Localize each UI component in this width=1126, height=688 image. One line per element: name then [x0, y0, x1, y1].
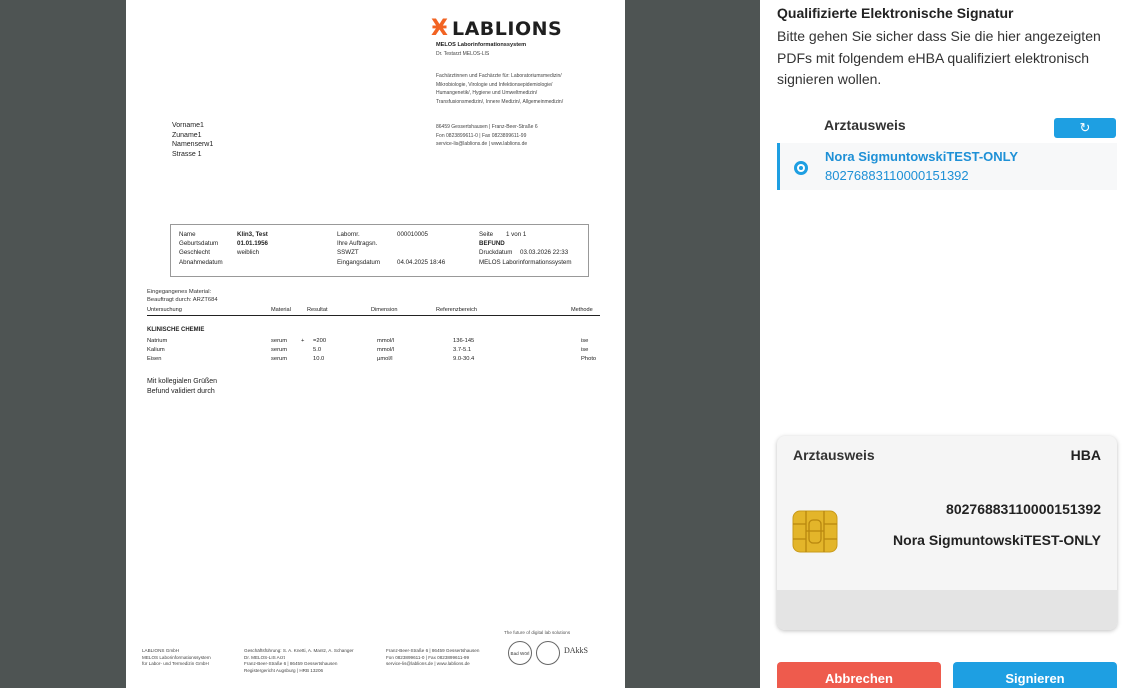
- lab-doctor: Dr. Testarzt MELOS-LIS: [436, 51, 490, 57]
- info-labels-2: [337, 230, 380, 267]
- test-name: Natrium: [147, 338, 168, 344]
- dakks-logo: DAkkS: [564, 646, 589, 655]
- info-label: Abnahmedatum: [179, 258, 223, 266]
- card-list-header: Arztausweis: [824, 117, 906, 133]
- info-label: Geschlecht: [179, 249, 210, 257]
- sex: weiblich: [237, 249, 260, 257]
- info-values-2: [397, 230, 445, 267]
- lab-logo: [431, 16, 562, 41]
- column-header: Untersuchung: [147, 307, 182, 313]
- reference-range: 136-145: [453, 338, 475, 344]
- reference-range: 9.0-30.4: [453, 356, 475, 362]
- test-name: Kalium: [147, 347, 165, 353]
- specialty-line: Fachärztinnen und Fachärzte für: Laboratoriumsmedizin/: [436, 73, 562, 79]
- footer-col: [142, 648, 211, 668]
- card-holder-name: Nora SigmuntowskiTEST-ONLY: [893, 532, 1101, 548]
- footer-line: für Labor- und Termedizin GmbH: [142, 661, 209, 667]
- received-date: 04.04.2025 18:46: [397, 258, 446, 266]
- footer-line: Dr. MELOS-LIS Arzt: [244, 654, 285, 660]
- order-number: [397, 239, 445, 248]
- card-number: 80276883110000151392: [946, 501, 1101, 517]
- card-holder-name: Nora SigmuntowskiTEST-ONLY: [825, 149, 1019, 164]
- seal-icon: [536, 641, 560, 665]
- patient-info-box: [170, 224, 589, 277]
- table-row: [147, 338, 600, 347]
- result-flag: +: [301, 338, 305, 344]
- address-line: Namenserw1: [172, 141, 214, 149]
- material: serum: [271, 338, 288, 344]
- print-date: 03.03.2026 22:33: [520, 249, 569, 257]
- material-label: Eingegangenes Material:: [147, 289, 212, 295]
- lab-address: [436, 123, 538, 149]
- method: ise: [581, 338, 589, 344]
- card-label: Arztausweis: [793, 447, 875, 463]
- column-header: Resultat: [307, 307, 328, 313]
- ordered-by: Beauftragt durch: ARZT684: [147, 297, 218, 303]
- patient-name: Klin3, Test: [237, 231, 268, 238]
- material: serum: [271, 347, 288, 353]
- footer-col: [244, 648, 354, 674]
- card-option[interactable]: [777, 143, 1117, 190]
- pdf-page: [126, 0, 625, 688]
- refresh-button[interactable]: [1054, 118, 1116, 138]
- info-label: Ihre Auftragsn.: [337, 240, 378, 248]
- info-label: Eingangsdatum: [337, 258, 380, 266]
- material: serum: [271, 356, 288, 362]
- info-label: Labornr.: [337, 231, 360, 238]
- info-label: Name: [179, 231, 196, 238]
- system-name: MELOS Laborinformationssystem: [479, 258, 572, 266]
- info-labels-1: [179, 230, 223, 267]
- info-label: Druckdatum: [479, 249, 513, 257]
- address-line: 86459 Gessertshausen | Franz-Beer-Straße 6: [436, 124, 538, 130]
- result: 5.0: [313, 347, 322, 353]
- lablions-logo-icon: Ӿ: [431, 16, 448, 41]
- specialty-line: Humangenetik/, Hygiene und Umweltmedizin/: [436, 90, 538, 97]
- address-line: service-lis@lablions.de | www.lablions.de: [436, 141, 528, 148]
- table-row: [147, 356, 600, 365]
- lab-number: 000010005: [397, 231, 428, 238]
- method: Photo: [581, 356, 597, 362]
- info-values-3: [506, 230, 568, 258]
- footer-line: Franz-Beer-Straße 6 | 86459 Gessertshausen: [386, 648, 480, 653]
- unit: mmol/l: [377, 347, 395, 353]
- table-row: [147, 347, 600, 356]
- closing: [147, 377, 217, 396]
- chip-icon: [792, 510, 838, 553]
- card-number: 80276883110000151392: [825, 168, 969, 183]
- footer-line: Fon 0823899611-0 | Fax 0823899611-99: [386, 654, 470, 660]
- address-line: Zuname1: [172, 131, 202, 139]
- validated-by: Befund validiert durch: [147, 387, 215, 395]
- card-footer-strip: [777, 590, 1117, 630]
- footer-line: Registergericht Augsburg | HRB 13206: [244, 667, 324, 673]
- radio-selected-icon[interactable]: [794, 161, 808, 175]
- unit: mmol/l: [377, 338, 395, 344]
- footer-line: service-lis@lablions.de | www.lablions.de: [386, 661, 470, 667]
- sign-button[interactable]: Signieren: [953, 662, 1117, 688]
- column-header: Methode: [571, 307, 593, 313]
- address-line: Fon 0823899611-0 | Fax 0823899611-99: [436, 132, 527, 139]
- footer-col: [386, 648, 479, 668]
- panel-title: Qualifizierte Elektronische Signatur: [777, 5, 1014, 21]
- result: 10.0: [313, 356, 325, 362]
- section-title: KLINISCHE CHEMIE: [147, 327, 205, 333]
- refresh-icon: ↻: [1079, 120, 1091, 135]
- info-values-1: [237, 230, 268, 267]
- reference-range: 3.7-5.1: [453, 347, 472, 353]
- card-type: HBA: [1070, 447, 1101, 463]
- specialty-line: Mikrobiologie, Virologie und Infektionsepidemiologie/: [436, 81, 553, 88]
- seal-icon: Bad Wörl: [508, 641, 532, 665]
- results-header: [147, 307, 600, 316]
- cancel-button[interactable]: Abbrechen: [777, 662, 941, 688]
- address-line: Vorname1: [172, 122, 204, 129]
- page-count: 1 von 1: [506, 231, 527, 238]
- order-code: SSWZT: [337, 249, 359, 257]
- birth-date: 01.01.1956: [237, 240, 268, 248]
- lab-name: MELOS Laborinformationssystem: [436, 42, 527, 48]
- column-header: Material: [271, 307, 291, 313]
- result: =200: [313, 338, 327, 344]
- patient-address: [172, 121, 213, 160]
- footer-line: MELOS Laborinformationssystem: [142, 654, 211, 660]
- column-header: Dimension: [371, 307, 398, 313]
- info-label: Geburtsdatum: [179, 240, 219, 248]
- hba-card-preview: [777, 436, 1117, 630]
- taken-date: [237, 258, 268, 267]
- footer-line: Geschäftsführung: S. A. Knetti, A. Mantz, A. Schanger: [244, 648, 354, 653]
- lab-specialties: [436, 72, 616, 106]
- unit: µmol/l: [377, 356, 393, 362]
- panel-description: Bitte gehen Sie sicher dass Sie die hier angezeigten PDFs mit folgendem eHBA qualifiziert elektronisch signieren wollen.: [777, 28, 1101, 87]
- method: ise: [581, 347, 589, 353]
- address-line: Strasse 1: [172, 151, 202, 159]
- test-name: Eisen: [147, 356, 162, 362]
- info-label: Seite: [479, 231, 494, 238]
- footer-line: LABLIONS GmbH: [142, 648, 180, 653]
- specialty-line: Transfusionsmedizin/, Innere Medizin/, Allgemeinmedizin/: [436, 98, 564, 105]
- logo-text: LABLIONS: [451, 17, 563, 40]
- column-header: Referenzbereich: [436, 307, 478, 313]
- greeting: Mit kollegialen Grüßen: [147, 378, 218, 385]
- footer-tagline: The future of digital lab solutions: [504, 630, 571, 635]
- footer-line: Franz-Beer-Straße 6 | 86459 Gessertshausen: [244, 661, 338, 667]
- signature-panel: [760, 0, 1126, 688]
- status-label: BEFUND: [479, 240, 505, 248]
